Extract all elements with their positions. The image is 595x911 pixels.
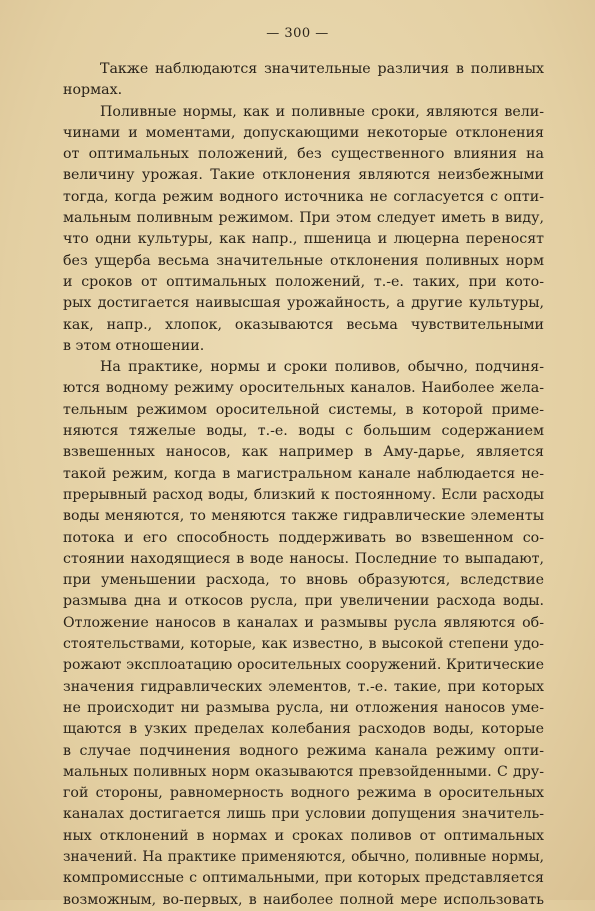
page-number: — 300 — xyxy=(266,26,329,41)
text-line: гой стороны, равномерность водного режима в оросительных xyxy=(63,785,544,802)
text-line: значений. На практике применяются, обычно, поливные нормы, xyxy=(63,848,544,865)
text-line: тогда, когда режим водного источника не согласуется с опти- xyxy=(63,188,544,205)
text-line: стоятельствами, которые, как известно, в высокой степени удо- xyxy=(63,636,544,653)
text-line: На практике, нормы и сроки поливов, обычно, подчиня- xyxy=(100,359,544,376)
text-line: без ущерба весьма значительные отклонения поливных норм xyxy=(63,252,544,269)
text-line: от оптимальных положений, без существенного влияния на xyxy=(63,146,544,163)
text-line: компромиссные с оптимальными, при которых представляется xyxy=(63,870,544,887)
text-line: такой режим, когда в магистральном канале наблюдается не- xyxy=(63,465,544,482)
text-line: при уменьшении расхода, то вновь образуются, вследствие xyxy=(63,572,544,589)
text-line: в случае подчинения водного режима канала режиму опти- xyxy=(63,742,544,759)
text-line: возможным, во-первых, в наиболее полной мере использовать xyxy=(63,891,544,908)
text-line: что одни культуры, как напр., пшеница и люцерна переносят xyxy=(63,231,544,248)
text-line: значения гидравлических элементов, т.-е. такие, при которых xyxy=(63,678,544,695)
text-line: в этом отношении. xyxy=(63,337,205,354)
text-line: размыва дна и откосов русла, при увеличении расхода воды. xyxy=(63,593,544,610)
body-text xyxy=(63,59,544,911)
text-line: потока и его способность поддерживать во взвешенном со- xyxy=(63,529,544,546)
text-line: и сроков от оптимальных положений, т.-е. таких, при кото- xyxy=(63,273,544,290)
text-line: тельным режимом оросительной системы, в которой приме- xyxy=(63,401,544,418)
text-line: величину урожая. Такие отклонения являются неизбежными xyxy=(63,167,544,184)
text-line: ных отклонений в нормах и сроках поливов от оптимальных xyxy=(63,827,544,844)
text-line: мальным поливным режимом. При этом следует иметь в виду, xyxy=(63,210,544,227)
text-line: няются тяжелые воды, т.-е. воды с большим содержанием xyxy=(63,423,544,440)
text-line: ются водному режиму оросительных каналов. Наиболее жела- xyxy=(63,380,544,397)
text-line: рых достигается наивысшая урожайность, а другие культуры, xyxy=(63,295,544,312)
text-line: Поливные нормы, как и поливные сроки, являются вели- xyxy=(100,103,544,120)
text-line: Отложение наносов в каналах и размывы русла являются об- xyxy=(63,614,544,631)
text-line: нормах. xyxy=(63,82,123,99)
text-line: чинами и моментами, допускающими некоторые отклонения xyxy=(63,124,544,141)
text-line: стоянии находящиеся в воде наносы. Последние то выпадают, xyxy=(63,550,544,567)
text-line: прерывный расход воды, близкий к постоянному. Если расходы xyxy=(63,486,544,503)
text-line: мальных поливных норм оказываются превзойденными. С дру- xyxy=(63,763,544,780)
text-line: рожают эксплоатацию оросительных сооружений. Критические xyxy=(63,657,544,674)
text-line: Также наблюдаются значительные различия в поливных xyxy=(100,61,544,77)
text-line: каналах достигается лишь при условии допущения значитель- xyxy=(63,806,544,823)
text-line: не происходит ни размыва русла, ни отложения наносов уме- xyxy=(63,699,544,716)
text-line: щаются в узких пределах колебания расходов воды, которые xyxy=(63,721,544,738)
text-line: как, напр., хлопок, оказываются весьма чувствительными xyxy=(63,316,544,333)
text-line: воды меняются, то меняются также гидравлические элементы xyxy=(63,508,544,525)
text-line: взвешенных наносов, как например в Аму-дарье, является xyxy=(63,444,544,461)
